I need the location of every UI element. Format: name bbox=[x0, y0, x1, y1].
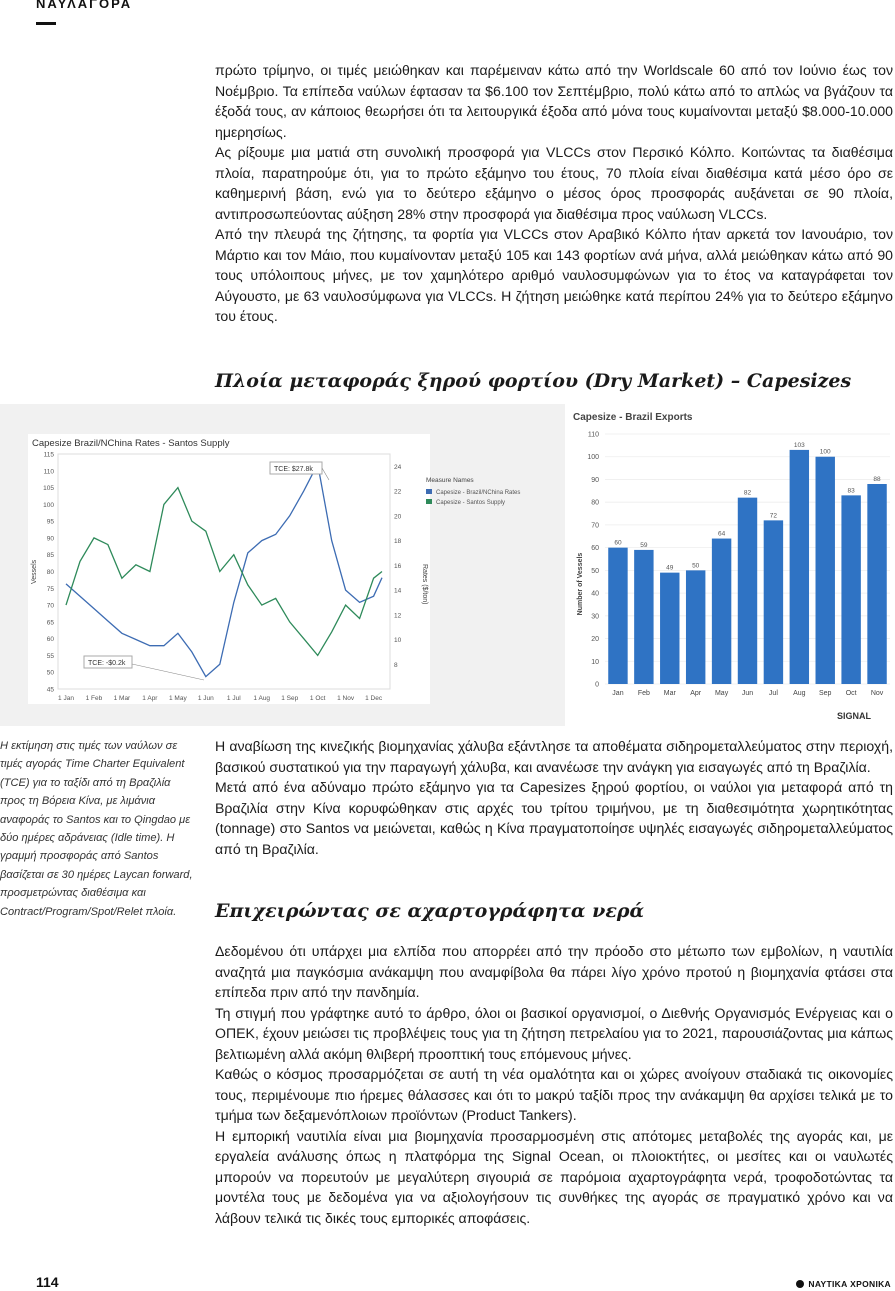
y-tick-label: 115 bbox=[43, 451, 54, 459]
y-tick-label: 90 bbox=[591, 476, 599, 484]
intro-text bbox=[215, 60, 893, 327]
x-tick-label: Apr bbox=[690, 690, 702, 697]
x-tick-label: 1 Apr bbox=[142, 695, 158, 702]
y-axis-label: Vessels bbox=[31, 559, 38, 584]
y2-axis-label: Rates ($/ton) bbox=[421, 564, 428, 605]
paragraph: Η εμπορική ναυτιλία είναι μια βιομηχανία προσαρμοσμένη στις απότομες μεταβολές της αγοράς και, με εργαλεία ανάλυσης όπως η πλατφόρμα της Signal Ocean, οι πλοιοκτήτες, οι μεσίτες και οι ναυλωτές μπορούν να πορευτούν με μεγαλύτερη σιγουριά σε παρόμοια αχαρτογράφητα νερά, τροφοδοτώντας τα μοντέλα τους με δεδομένα για να αξιολογήσουν τις συνθήκες της αγοράς σε πραγματικό χρόνο και να λάβουν τελικά τις δικές τους εμπορικές αποφάσεις. bbox=[215, 1127, 893, 1226]
x-tick-label: Feb bbox=[637, 690, 650, 697]
bar-value-label: 83 bbox=[847, 487, 855, 495]
x-tick-label: 1 May bbox=[169, 695, 187, 702]
y2-tick-label: 18 bbox=[394, 538, 402, 546]
annotation-leader-low bbox=[132, 664, 204, 680]
y-tick-label: 50 bbox=[46, 669, 54, 677]
y2-tick-label: 12 bbox=[394, 612, 402, 620]
y-tick-label: 50 bbox=[591, 567, 599, 575]
uncharted-text bbox=[215, 941, 893, 1228]
bar-value-label: 100 bbox=[819, 448, 831, 456]
paragraph: Μετά από ένα αδύναμο πρώτο εξάμηνο για τα Capesizes ξηρού φορτίου, οι ναύλοι για μεταφορά από τη Βραζιλία στην Κίνα κορυφώθηκαν στις αρχές του τρίτου τριμήνου, με τη διαθεσιμότητα χωρητικότητας (tonnage) στο Santos να μειώνεται, καθώς η Κίνα πραγματοποίησε υψηλές εισαγωγές σιδηρομεταλλεύματος από τη Βραζιλία. bbox=[215, 779, 893, 857]
y-tick-label: 95 bbox=[46, 518, 54, 526]
y-tick-label: 110 bbox=[43, 468, 54, 476]
x-tick-label: 1 Mar bbox=[113, 695, 131, 702]
x-tick-label: Jan bbox=[612, 690, 624, 697]
chart-title: Capesize - Brazil Exports bbox=[573, 412, 693, 423]
y2-tick-label: 20 bbox=[394, 513, 402, 521]
bar-value-label: 88 bbox=[873, 476, 881, 483]
x-tick-label: Jun bbox=[741, 690, 754, 697]
x-tick-label: 1 Sep bbox=[281, 695, 299, 702]
y-tick-label: 40 bbox=[591, 590, 599, 598]
capesize-text bbox=[215, 736, 893, 859]
legend-label-supply: Capesize - Santos Supply bbox=[436, 500, 506, 506]
x-tick-label: May bbox=[714, 690, 729, 697]
section-label: ΝΑΥΛΑΓΟΡΑ bbox=[36, 0, 133, 11]
y-tick-label: 85 bbox=[46, 552, 54, 560]
y-tick-label: 60 bbox=[46, 636, 54, 644]
bar-value-label: 82 bbox=[743, 489, 752, 497]
y-tick-label: 45 bbox=[46, 686, 54, 694]
y-tick-label: 110 bbox=[587, 431, 599, 439]
y2-tick-label: 10 bbox=[394, 637, 402, 645]
paragraph: Από την πλευρά της ζήτησης, τα φορτία για VLCCs στον Αραβικό Κόλπο ήταν αρκετά τον Ιανουάριο, τον Μάρτιο και τον Μάιο, που κυμαίνονταν μεταξύ 105 και 143 φορτίων ανά μήνα, αλλά μειώθηκαν κάτω από 90 τους υπόλοιπους μήνες, με τον χαμηλότερο αριθμό ναυλοσυμφώνων για το έτος να καταγράφεται τον Αύγουστο, με 63 ναυλοσύμφωνα για VLCCs. Η ζήτηση μειώθηκε κατά περίπου 24% για το δεύτερο εξάμηνο του έτους. bbox=[215, 226, 893, 324]
bar bbox=[841, 495, 860, 684]
bar-value-label: 103 bbox=[793, 441, 805, 449]
paragraph: Ας ρίξουμε μια ματιά στη συνολική προσφορά για VLCCs στον Περσικό Κόλπο. Κοιτώντας τα διαθέσιμα πλοία, παρατηρούμε ότι, για το πρώτο εξάμηνο του έτους, 70 πλοία είναι διαθέσιμα κατά μέσο όρο σε καθημερινή βάση, ενώ για το δεύτερο εξάμηνο ο μέσος όρος προσφοράς αυξάνεται σε 90 πλοία, αντιπροσωπεύοντας αύξηση 28% στην προσφορά για διαθέσιμα προς ναύλωση VLCCs. bbox=[215, 144, 893, 222]
x-tick-label: 1 Jul bbox=[226, 695, 241, 702]
bar-value-label: 60 bbox=[614, 539, 622, 547]
annotation-low: TCE: -$0.2k bbox=[88, 660, 126, 667]
x-tick-label: Jul bbox=[768, 690, 778, 697]
series-line-supply bbox=[66, 488, 382, 656]
y2-tick-label: 8 bbox=[394, 661, 398, 669]
x-tick-label: Nov bbox=[870, 690, 884, 697]
y-tick-label: 100 bbox=[587, 454, 599, 462]
x-tick-label: Mar bbox=[663, 690, 676, 697]
y-tick-label: 60 bbox=[591, 545, 599, 553]
bar-value-label: 49 bbox=[666, 564, 674, 572]
paragraph: Καθώς ο κόσμος προσαρμόζεται σε αυτή τη νέα ομαλότητα και οι χώρες ανοίγουν σταδιακά τις οικονομίες τους, περιμένουμε πιο ήρεμες θάλασσες και ότι το μακρύ ταξίδι προς την ανάκαμψη θα αρχίσει τελικά με το τμήμα των δεξαμενόπλοιων προϊόντων (Product Tankers). bbox=[215, 1066, 893, 1123]
bar-value-label: 50 bbox=[692, 562, 700, 570]
paragraph: Δεδομένου ότι υπάρχει μια ελπίδα που απορρέει από την πρόοδο στο μέτωπο των εμβολίων, η ναυτιλία αναζητά μια παγκόσμια ανάκαμψη που αναμφίβολα θα πάρει λίγο χρόνο προτού η βιομηχανία φτάσει στα επίπεδα πριν από την πανδημία. bbox=[215, 943, 893, 1000]
y-tick-label: 80 bbox=[591, 499, 599, 507]
x-tick-label: 1 Nov bbox=[337, 695, 355, 702]
paragraph: Η αναβίωση της κινεζικής βιομηχανίας χάλυβα εξάντλησε τα αποθέματα σιδηρομεταλλεύματος στην περιοχή, βασικού συστατικού για την παραγωγή χάλυβα, και ανανέωσε την ανάγκη για εισαγωγές από τη Βραζιλία. bbox=[215, 738, 893, 775]
y2-tick-label: 24 bbox=[394, 463, 402, 471]
rates-supply-chart bbox=[28, 434, 521, 704]
y2-tick-label: 22 bbox=[394, 488, 402, 496]
series-line-rates bbox=[66, 464, 382, 677]
section-divider bbox=[36, 22, 56, 25]
legend-title: Measure Names bbox=[426, 477, 474, 484]
rates-supply-chart-svg bbox=[28, 434, 521, 704]
x-tick-label: 1 Oct bbox=[309, 695, 326, 702]
y-tick-label: 70 bbox=[46, 602, 54, 610]
y2-tick-label: 14 bbox=[394, 587, 402, 595]
page-number: 114 bbox=[36, 1274, 59, 1290]
y-tick-label: 70 bbox=[591, 522, 599, 530]
x-tick-label: 1 Jan bbox=[58, 695, 74, 702]
x-tick-label: 1 Feb bbox=[85, 695, 103, 702]
bar bbox=[712, 539, 731, 684]
bar bbox=[790, 450, 809, 684]
x-tick-label: 1 Aug bbox=[253, 695, 271, 702]
x-tick-label: Sep bbox=[818, 690, 832, 697]
bar bbox=[686, 570, 705, 684]
y-tick-label: 30 bbox=[591, 613, 599, 621]
footer-brand bbox=[796, 1279, 891, 1289]
bar-value-label: 59 bbox=[640, 541, 648, 549]
legend-swatch-rates bbox=[426, 489, 432, 494]
annotation-leader-high bbox=[322, 468, 329, 480]
x-tick-label: Oct bbox=[845, 690, 857, 697]
bar bbox=[738, 498, 757, 684]
brand-name: ΝΑΥΤΙΚΑ ΧΡΟΝΙΚΑ bbox=[808, 1279, 891, 1289]
x-tick-label: 1 Jun bbox=[197, 695, 214, 702]
x-tick-label: Aug bbox=[793, 690, 806, 697]
x-tick-label: 1 Dec bbox=[365, 695, 383, 702]
source-label: SIGNAL bbox=[837, 711, 872, 721]
bar bbox=[764, 520, 783, 684]
bar bbox=[608, 548, 627, 684]
annotation-high: TCE: $27.8k bbox=[274, 466, 313, 473]
brazil-exports-chart bbox=[565, 404, 895, 726]
bar bbox=[634, 550, 653, 684]
y-tick-label: 10 bbox=[591, 658, 599, 666]
paragraph: πρώτο τρίμηνο, οι τιμές μειώθηκαν και παρέμειναν κάτω από την Worldscale 60 από τον Ιούνιο έως τον Νοέμβριο. Τα επίπεδα ναύλων έφτασαν τα $6.100 τον Σεπτέμβριο, πολύ κάτω από το απλώς να βγάζουν τα έξοδά τους, αν κάποιος θεωρήσει ότι τα λειτουργικά έξοδα από μόνα τους κυμαίνονται μεταξύ $8.000-10.000 ημερησίως. bbox=[215, 62, 893, 140]
y-tick-label: 75 bbox=[46, 585, 54, 593]
heading-capesize: Πλοία μεταφοράς ξηρού φορτίου (Dry Market) – Capesizes bbox=[215, 370, 852, 392]
y-tick-label: 20 bbox=[591, 636, 599, 644]
bar bbox=[816, 457, 835, 684]
y-tick-label: 90 bbox=[46, 535, 54, 543]
bar-value-label: 72 bbox=[769, 512, 778, 520]
bar bbox=[867, 484, 886, 684]
y-tick-label: 65 bbox=[46, 619, 54, 627]
legend-swatch-supply bbox=[426, 499, 432, 504]
brazil-exports-chart-svg bbox=[565, 404, 895, 726]
y-tick-label: 80 bbox=[46, 569, 54, 576]
heading-uncharted: Επιχειρώντας σε αχαρτογράφητα νερά bbox=[215, 900, 645, 922]
y-tick-label: 55 bbox=[46, 652, 54, 660]
charts-panel bbox=[0, 404, 895, 726]
brand-logo-icon bbox=[796, 1280, 804, 1288]
legend-label-rates: Capesize - Brazil/NChina Rates bbox=[436, 490, 521, 496]
y-axis-label: Number of Vessels bbox=[577, 552, 584, 616]
y2-tick-label: 16 bbox=[394, 562, 402, 570]
paragraph: Τη στιγμή που γράφτηκε αυτό το άρθρο, όλοι οι βασικοί οργανισμοί, ο Διεθνής Οργανισμός Ενέργειας και ο ΟΠΕΚ, έχουν μειώσει τις προβλέψεις τους για τη ζήτηση πετρελαίου για το 2021, παρουσιάζοντας μια κάπως βελτιωμένη αλλά ακόμη θλιβερή προοπτική τους επόμενους μήνες. bbox=[215, 1004, 893, 1062]
y-tick-label: 0 bbox=[595, 681, 599, 689]
figure-caption: Η εκτίμηση στις τιμές των ναύλων σε τιμές αγοράς Time Charter Equivalent (TCE) για το ταξίδι από τη Βραζιλία προς τη Βόρεια Κίνα, με λιμάνια αναφοράς το Santos και το Qingdao με δύο ημέρες αδράνειας (Idle time). Η γραμμή προσφοράς από Santos βασίζεται σε 30 ημέρες Laycan forward, προσμετρώντας διαθέσιμα και Contract/Program/Spot/Relet πλοία. bbox=[0, 740, 193, 918]
chart-title: Capesize Brazil/NChina Rates - Santos Supply bbox=[32, 438, 230, 449]
y-tick-label: 105 bbox=[43, 485, 54, 493]
bar bbox=[660, 573, 679, 684]
y-tick-label: 100 bbox=[43, 501, 54, 509]
bar-value-label: 64 bbox=[717, 530, 726, 538]
